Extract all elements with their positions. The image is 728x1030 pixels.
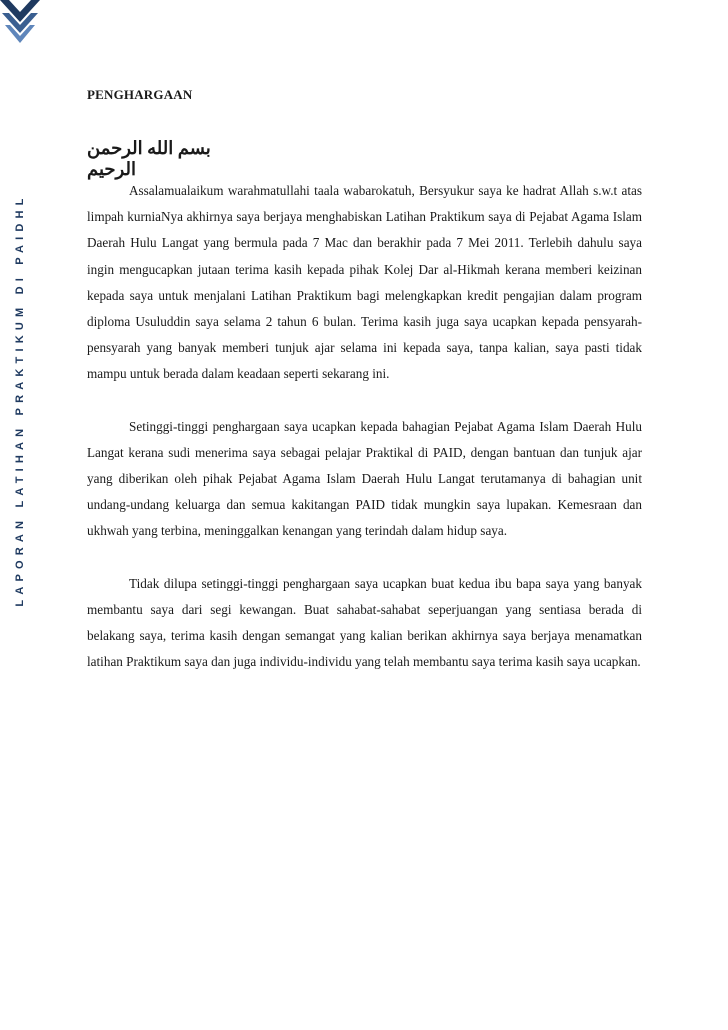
basmalah: بسم الله الرحمن الرحيم [87,138,211,179]
body-text [87,178,642,675]
chevron-logo-icon [0,0,40,44]
paragraph-2: Setinggi-tinggi penghargaan saya ucapkan kepada bahagian Pejabat Agama Islam Daerah Hulu Langat kerana sudi menerima saya sebagai pelajar Praktikal di PAID, dengan bantuan dan tunjuk ajar yang diberikan oleh pihak Pejabat Agama Islam Daerah Hulu Langat terutamanya di bahagian unit undang-undang keluarga dan semua kakitangan PAID tidak mungkin saya lupakan. Kemesraan dan ukhwah yang terbina, meninggalkan kenangan yang terindah dalam hidup saya. [87,418,642,539]
paragraph-1: Assalamualaikum warahmatullahi taala wabarokatuh, Bersyukur saya ke hadrat Allah s.w.t atas limpah kurniaNya akhirnya saya berjaya menghabiskan Latihan Praktikum saya di Pejabat Agama Islam Daerah Hulu Langat yang bermula pada 7 Mac dan berakhir pada 7 Mei 2011. Terlebih dahulu saya ingin mengucapkan jutaan terima kasih kepada pihak Kolej Dar al-Hikmah kerana memberi keizinan kepada saya untuk menjalani Latihan Praktikum bagi melengkapkan kredit pengajian dalam program diploma Usuluddin saya selama 2 tahun 6 bulan. Terima kasih juga saya ucapkan kepada pensyarah-pensyarah yang banyak memberi tunjuk ajar selama ini kepada saya, tanpa kalian, saya pasti tidak mampu untuk berada dalam keadaan seperti sekarang ini. [87,183,642,382]
page-title: PENGHARGAAN [87,87,193,102]
paragraph-3: Tidak dilupa setinggi-tinggi penghargaan saya ucapkan buat kedua ibu bapa saya yang banyak membantu saya dari segi kewangan. Buat sahabat-sahabat seperjuangan yang sentiasa berada di belakang saya, terima kasih dengan semangat yang kalian berikan akhirnya saya berjaya menamatkan latihan Praktikum saya dan juga individu-individu yang telah membantu saya terima kasih saya ucapkan. [87,575,642,670]
side-label-text: LAPORAN LATIHAN PRAKTIKUM DI PAIDHL [14,193,26,607]
